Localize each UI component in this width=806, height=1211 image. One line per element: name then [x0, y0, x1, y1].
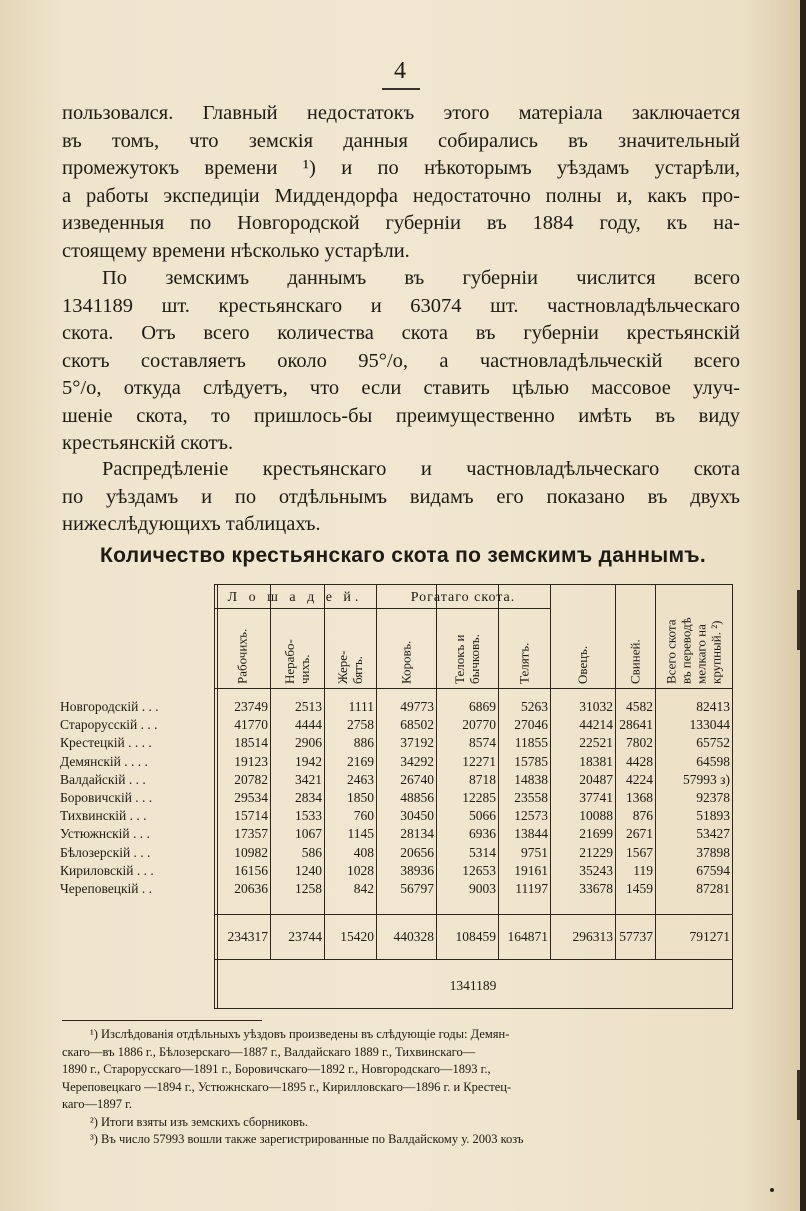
table-cell: 586 [301, 844, 322, 860]
column-header: Свиней. [627, 639, 643, 684]
footnote-rule [62, 1020, 262, 1021]
footnote-line: ¹) Изслѣдованія отдѣльныхъ уѣздовъ произведены въ слѣдующіе годы: Демян- [90, 1027, 510, 1041]
table-cell: 7802 [626, 735, 653, 751]
table-row-rule [214, 584, 732, 585]
text-line: 5°/o, откуда слѣдуетъ, что если ставить цѣлью массовое улуч- [62, 377, 740, 399]
table-cell: 67594 [696, 862, 730, 878]
table-cell: 12653 [462, 862, 496, 878]
table-row-rule [214, 608, 376, 609]
footnote-line: ²) Итоги взяты изъ земскихъ сборниковъ. [90, 1114, 309, 1129]
table-cell: 68502 [400, 717, 434, 733]
column-header: Телятъ. [516, 642, 532, 684]
table-row-rule [214, 959, 732, 960]
column-header: Нерабо- чихъ. [282, 639, 312, 684]
text-line: пользовался. Главный недостатокъ этого матеріала заключается [62, 102, 740, 124]
table-cell: 1368 [626, 790, 653, 805]
table-cell: 4582 [626, 699, 653, 714]
column-header: Рабочихъ. [234, 628, 250, 684]
text-line: промежутокъ времени ¹) и по нѣкоторымъ уѣздамъ устарѣли, [62, 157, 740, 179]
row-label: Устюжнскій . . . [60, 826, 150, 842]
table-cell: 2758 [347, 717, 374, 733]
table-cell: 2671 [626, 826, 653, 842]
text-line: шеніе скота, то пришлось-бы преимущественно имѣть въ виду [62, 404, 740, 427]
total-cell: 791271 [689, 929, 730, 944]
table-cell: 1028 [347, 862, 374, 878]
row-label: Крестецкій . . . . [60, 735, 152, 751]
table-cell: 51893 [696, 808, 730, 824]
table-cell: 1459 [626, 881, 653, 896]
text-line: въ томъ, что земскія данныя собирались въ значительный [62, 129, 740, 152]
table-cell: 15785 [514, 753, 548, 769]
table-cell: 44214 [579, 717, 613, 733]
table-cell: 28134 [400, 826, 434, 842]
paragraph-2 [62, 265, 740, 458]
row-label: Боровичскій . . . [60, 790, 153, 805]
table-cell: 2463 [347, 771, 374, 787]
group-header-cattle: Рогатаго скота. [410, 590, 516, 605]
table-cell: 48856 [400, 790, 434, 805]
table-cell: 6869 [469, 699, 496, 714]
table-cell: 22521 [579, 735, 613, 751]
table-cell: 12271 [462, 753, 496, 769]
table-cell: 20487 [579, 771, 613, 787]
total-cell: 23744 [288, 929, 322, 944]
table-cell: 37741 [579, 790, 613, 805]
table-row-rule [214, 1008, 732, 1009]
row-label: Тихвинскій . . . [60, 808, 147, 824]
table-cell: 37898 [696, 844, 730, 860]
row-label: Череповецкій . . [60, 881, 153, 896]
page-number: 4 [394, 58, 406, 84]
table-cell: 1258 [295, 881, 322, 896]
table-cell: 53427 [696, 826, 730, 842]
table-cell: 8718 [469, 771, 496, 787]
table-cell: 20636 [234, 881, 268, 896]
table-cell: 5314 [469, 844, 496, 860]
table-cell: 6936 [469, 826, 496, 842]
total-cell: 440328 [393, 929, 434, 944]
column-header: Жере- бятъ. [335, 650, 365, 684]
row-label: Валдайскій . . . [60, 771, 146, 787]
footnote-line: каго—1897 г. [62, 1097, 132, 1111]
table-cell: 1111 [348, 699, 374, 714]
cattle-table [214, 584, 732, 1009]
text-line: а работы экспедиціи Миддендорфа недостаточно полны и, какъ про- [62, 184, 740, 207]
table-cell: 20782 [234, 771, 268, 787]
page-number-underline [382, 88, 420, 90]
table-cell: 2513 [295, 699, 322, 714]
paragraph-3 [62, 456, 740, 539]
table-cell: 35243 [579, 862, 613, 878]
table-cell: 886 [353, 735, 374, 751]
group-header-horses: Л о ш а д е й. [227, 590, 363, 605]
table-cell: 133044 [689, 717, 730, 733]
table-column-rule [732, 584, 733, 1009]
table-cell: 14838 [514, 771, 548, 787]
table-cell: 20770 [462, 717, 496, 733]
footnote-line: 1890 г., Старорусскаго—1891 г., Боровичскаго—1892 г., Новгородскаго—1893 г., [62, 1062, 491, 1076]
table-cell: 9003 [469, 881, 496, 896]
table-cell: 19161 [514, 862, 548, 878]
row-label: Старорусскій . . . [60, 717, 158, 733]
table-cell: 57993 з) [683, 771, 730, 787]
table-row-rule [214, 688, 732, 689]
table-cell: 1942 [295, 753, 322, 769]
table-cell: 21229 [579, 844, 613, 860]
text-line: Распредѣленіе крестьянскаго и частновладѣльческаго скота [102, 458, 740, 480]
table-cell: 87281 [696, 881, 730, 896]
table-cell: 5263 [521, 699, 548, 714]
table-cell: 4428 [626, 753, 653, 769]
table-cell: 92378 [696, 790, 730, 805]
table-cell: 20656 [400, 844, 434, 860]
text-line: крестьянскій скотъ. [62, 432, 234, 454]
table-cell: 760 [353, 808, 374, 824]
total-cell: 15420 [340, 929, 374, 944]
table-title: Количество крестьянскаго скота по земскимъ даннымъ. [100, 544, 707, 567]
text-line: скотъ составляетъ около 95°/o, а частновладѣльческій всего [62, 349, 740, 372]
edge-mark [797, 1070, 800, 1120]
table-cell: 2906 [295, 735, 322, 751]
table-cell: 12285 [462, 790, 496, 805]
footnote-line: Череповецкаго —1894 г., Устюжнскаго—1895 г., Кирилловскаго—1896 г. и Крестец- [62, 1079, 512, 1094]
table-cell: 16156 [234, 862, 268, 878]
table-cell: 2834 [295, 790, 322, 805]
column-header: Телокъ и бычковъ. [452, 634, 482, 684]
column-header: Овецъ. [575, 645, 590, 684]
ink-speck [770, 1188, 774, 1192]
grand-total: 1341189 [449, 978, 497, 993]
footnote-line: ³) Въ число 57993 вошли также зарегистрированные по Валдайскому у. 2003 козъ [90, 1132, 524, 1146]
table-cell: 38936 [400, 862, 434, 878]
footnote-line: скаго—въ 1886 г., Бѣлозерскаго—1887 г., Валдайскаго 1889 г., Тихвинскаго— [62, 1044, 476, 1059]
table-row-rule [214, 914, 732, 915]
table-cell: 18514 [234, 735, 268, 751]
table-cell: 30450 [400, 808, 434, 824]
total-cell: 164871 [507, 929, 548, 944]
total-cell: 234317 [227, 929, 268, 944]
paragraph-1 [62, 100, 740, 265]
table-cell: 34292 [400, 753, 434, 769]
table-cell: 119 [633, 862, 653, 878]
table-cell: 11197 [515, 881, 548, 896]
table-cell: 33678 [579, 881, 613, 896]
text-line: стоящему времени нѣсколько устарѣли. [62, 239, 410, 262]
table-cell: 1567 [626, 844, 653, 860]
row-label: Кириловскій . . . [60, 862, 154, 878]
table-cell: 12573 [514, 808, 548, 824]
table-cell: 82413 [696, 699, 730, 714]
table-cell: 1145 [347, 826, 374, 842]
table-cell: 1533 [295, 808, 322, 824]
table-cell: 56797 [400, 881, 434, 896]
table-cell: 13844 [514, 826, 548, 842]
table-cell: 65752 [696, 735, 730, 751]
table-cell: 18381 [579, 753, 613, 769]
table-cell: 17357 [234, 826, 268, 842]
table-cell: 10982 [234, 844, 268, 860]
table-cell: 26740 [400, 771, 434, 787]
total-cell: 57737 [619, 929, 653, 944]
row-label: Новгородскій . . . [60, 699, 159, 714]
table-cell: 408 [353, 844, 374, 860]
table-cell: 4224 [626, 771, 653, 787]
table-cell: 1240 [295, 862, 322, 878]
table-row-rule [376, 608, 550, 609]
table-cell: 1850 [347, 790, 374, 805]
text-line: По земскимъ даннымъ въ губерніи числится всего [102, 267, 740, 289]
text-line: изведенныя по Новгородской губерніи въ 1884 году, къ на- [62, 212, 740, 234]
table-cell: 28641 [619, 717, 653, 733]
table-cell: 11855 [514, 735, 548, 751]
table-cell: 3421 [295, 771, 322, 787]
table-cell: 1067 [295, 826, 322, 842]
table-cell: 9751 [521, 844, 548, 860]
page-edge-shadow [800, 0, 806, 1211]
footnotes [62, 1026, 726, 1149]
table-cell: 37192 [400, 735, 434, 751]
table-cell: 64598 [696, 753, 730, 769]
table-cell: 5066 [469, 808, 496, 824]
row-label: Бѣлозерскій . . . [60, 844, 151, 860]
table-cell: 21699 [579, 826, 613, 842]
table-cell: 49773 [400, 699, 434, 714]
text-line: скота. Отъ всего количества скота въ губерніи крестьянскій [62, 322, 740, 344]
table-cell: 27046 [514, 717, 548, 733]
table-cell: 2169 [347, 753, 374, 769]
table-cell: 842 [353, 881, 374, 896]
table-cell: 19123 [234, 753, 268, 769]
text-line: нижеслѣдующихъ таблицахъ. [62, 513, 321, 535]
column-header: Всего скота въ переводѣ мелкаго на крупный. ²) [663, 617, 724, 684]
table-cell: 10088 [579, 808, 613, 824]
table-cell: 29534 [234, 790, 268, 805]
column-header: Коровъ. [398, 640, 414, 684]
text-line: 1341189 шт. крестьянскаго и 63074 шт. частновладѣльческаго [62, 294, 740, 317]
table-cell: 4444 [295, 717, 322, 733]
table-cell: 23558 [514, 790, 548, 805]
text-line: по уѣздамъ и по отдѣльнымъ видамъ его показано въ двухъ [62, 485, 740, 508]
total-cell: 296313 [572, 929, 613, 944]
total-cell: 108459 [455, 929, 496, 944]
table-cell: 876 [632, 808, 653, 824]
table-cell: 23749 [234, 699, 268, 714]
row-label: Демянскій . . . . [60, 753, 148, 769]
table-cell: 15714 [234, 808, 268, 824]
table-cell: 41770 [234, 717, 268, 733]
table-cell: 31032 [579, 699, 613, 714]
table-cell: 8574 [469, 735, 496, 751]
edge-mark [797, 590, 800, 650]
